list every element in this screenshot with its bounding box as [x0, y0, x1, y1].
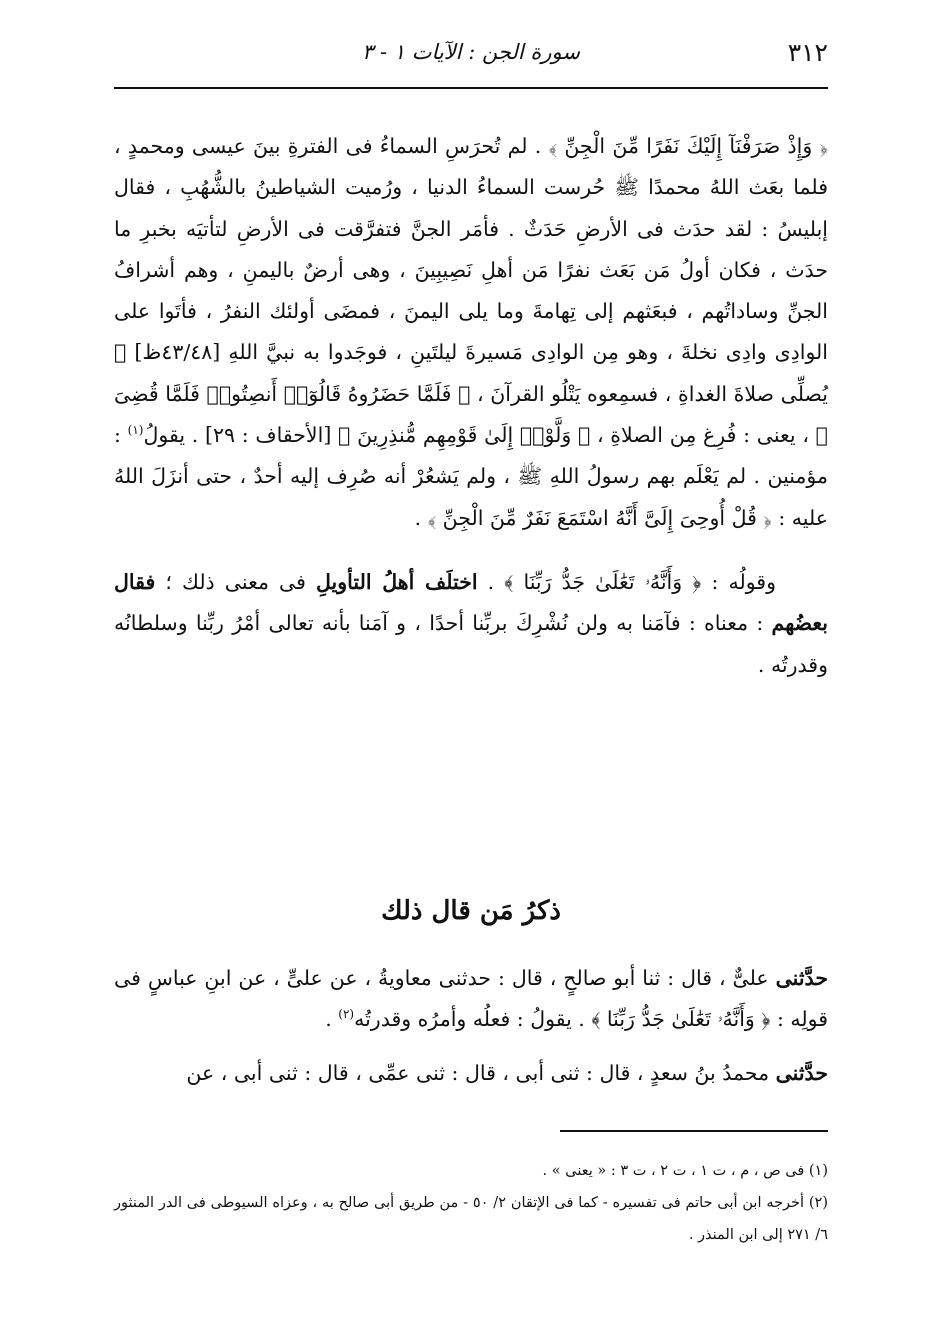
page-number: ٣١٢ — [787, 38, 828, 67]
header-rule — [114, 87, 828, 89]
footnotes — [114, 1155, 828, 1251]
paragraph-2-bold-1: اختلَف أهلُ التأويلِ — [316, 569, 478, 594]
hadith-1-end: . — [325, 1007, 339, 1032]
section-heading: ذكرُ مَن قال ذلك — [381, 896, 561, 926]
paragraph-1 — [114, 126, 828, 539]
running-title: سورة الجن : الآيات ١ - ٣ — [362, 40, 580, 64]
body-text — [114, 126, 828, 686]
paragraph-2-end: : معناه : فآمَنا به ولن نُشْرِكَ بربِّنا أحدًا ، و آمَنا بأنه تعالى أمْرُ ربِّنا وسلطانُه وقدرتُه . — [114, 611, 828, 677]
hadith-1-text: علىٌّ ، قال : ثنا أبو صالحٍ ، قال : حدثنى معاويةُ ، عن علىٍّ ، عن ابنِ عباسٍ فى قولِه : ﴿ وَأَنَّهُۥ تَعَٰلَىٰ جَدُّ رَبِّنَا ﴾ . يقولُ : فعلُه وأمرُه وقدرتُه — [114, 966, 828, 1032]
hadith-2-text: محمدُ بنُ سعدٍ ، قال : ثنى أبى ، قال : ثنى عمِّى ، قال : ثنى أبى ، عن — [186, 1060, 776, 1085]
paragraph-2-mid: فى معنى ذلك ؛ — [155, 569, 317, 594]
hadith-2-opening: حدَّثنى — [775, 1060, 828, 1085]
page-header — [114, 38, 828, 78]
footnote-2: (٢) أخرجه ابن أبى حاتم فى تفسيره - كما فى الإتقان ٢/ ٥٠ - من طريق أبى صالح به ، وعزاه السيوطى فى الدر المنثور ٦/ ٢٧١ إلى ابن المنذر . — [114, 1195, 829, 1243]
paragraph-1-text: ﴿ وَإِذْ صَرَفْنَآ إِلَيْكَ نَفَرًا مِّنَ الْجِنِّ ﴾ . لم تُحرَسِ السماءُ فى الفترةِ بينَ عيسى ومحمدٍ ، فلما بعَث اللهُ محمدًا ﷺ حُرست السماءُ الدنيا ، ورُميت الشياطينُ بالشُّهُبِ ، فقال إبليسُ : لقد حدَث فى الأرضِ حَدَثٌ . فأمَر الجنَّ فتفرَّقت فى الأرضِ لتأتيَه بخبرِ ما حدَث ، فكان أولُ مَن بَعَث نفرًا مَن أهلِ نَصِيبِينَ ، وهى أرضٌ باليمنِ ، وهم أشرافُ الجنِّ وساداتُهم ، فبعَثهم إلى تِهامةَ وما يلى اليمنَ ، فمضَى أولئك النفرُ ، فأتَوا على الوادِى وادِى نخلةَ ، وهو مِن الوادِى مَسيرةَ ليلتَينِ ، فوجَدوا به نبيَّ اللهِ [٤٣/٤٨ظ] ﷺ يُصلِّى صلاةَ الغداةِ ، فسمِعوه يَتْلُو القرآنَ ، ﴿ فَلَمَّا حَضَرُوهُ قَالُوٓا۟ أَنصِتُوا۟ فَلَمَّا قُضِىَ ﴾ ، يعنى : فُرِغ مِن الصلاةِ ، ﴿ وَلَّوْا۟ إِلَىٰ قَوْمِهِم مُّنذِرِينَ ﴾ [الأحقاف : ٢٩] . يقولُ — [114, 134, 828, 448]
hadith-2 — [114, 1053, 828, 1094]
footnote-ref-2: (٢) — [338, 1007, 355, 1022]
hadith-block — [114, 958, 828, 1094]
paragraph-2-lead: وقولُه : ﴿ وَأَنَّهُۥ تَعَٰلَىٰ جَدُّ رَبِّنَا ﴾ . — [477, 569, 776, 594]
hadith-1 — [114, 958, 828, 1041]
paragraph-2-bold-2: فقال بعضُهم — [114, 569, 829, 636]
paragraph-1-tail: : مؤمنين . لم يَعْلَم بهم رسولُ اللهِ ﷺ ، ولم يَشعُرْ أنه صُرِف إليه أحدٌ ، حتى أنزَلَ اللهُ عليه : ﴿ قُلْ أُوحِىَ إِلَىَّ أَنَّهُ اسْتَمَعَ نَفَرٌ مِّنَ الْجِنِّ ﴾ . — [114, 423, 828, 530]
paragraph-2 — [114, 562, 828, 686]
footnote-ref-1: (١) — [127, 423, 144, 438]
hadith-1-opening: حدَّثنى — [775, 966, 828, 990]
footnote-rule — [560, 1130, 828, 1132]
footnote-1: (١) فى ص ، م ، ت ١ ، ت ٢ ، ت ٣ : « يعنى » . — [542, 1163, 828, 1179]
